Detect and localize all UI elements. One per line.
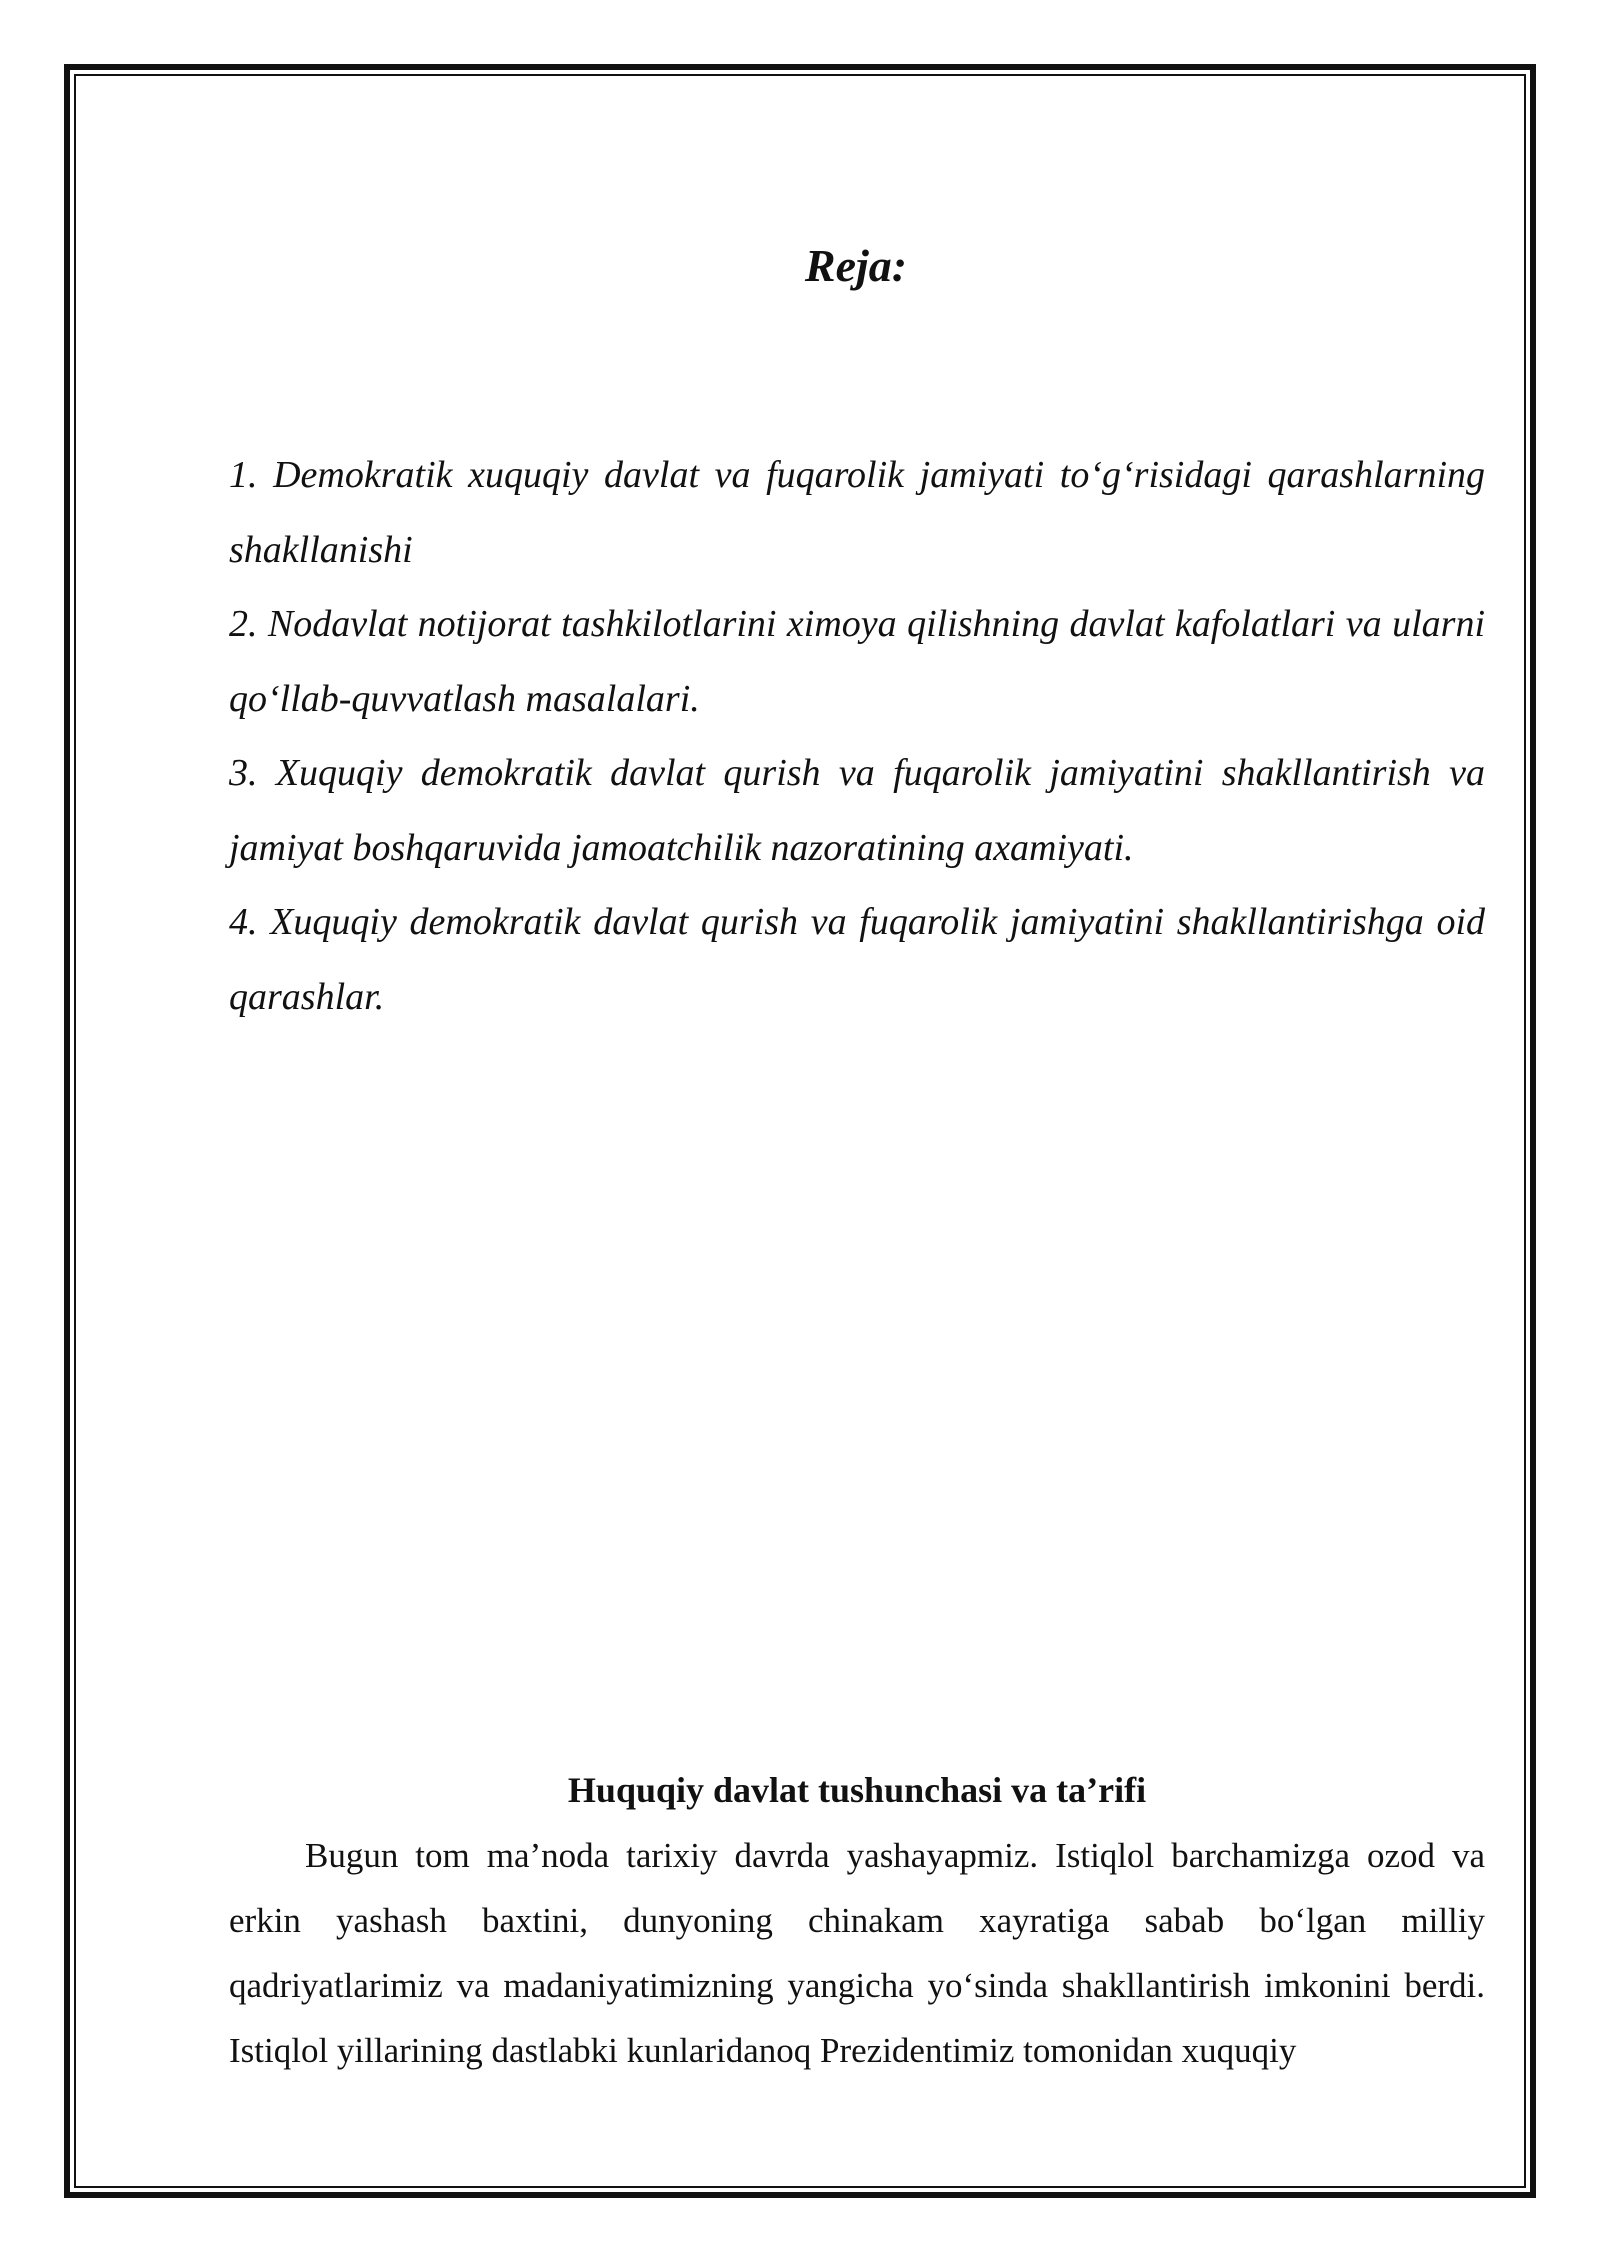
- plan-item-4: 4. Xuquqiy demokratik davlat qurish va fuqarolik jamiyatini shakllantirishga oid qarashlar.: [229, 901, 1485, 1018]
- section-heading: Huquqiy davlat tushunchasi va ta’rifi: [567, 1770, 1147, 1810]
- plan-item-1: 1. Demokratik xuquqiy davlat va fuqarolik jamiyati to‘g‘risidagi qarashlarning shakllanishi: [229, 454, 1485, 571]
- page-title: Reja:: [804, 240, 908, 291]
- body-paragraph: Bugun tom ma’noda tarixiy davrda yashayapmiz. Istiqlol barchamizga ozod va erkin yashash baxtini, dunyoning chinakam xayratiga sabab bo‘lgan milliy qadriyatlarimiz va madaniyatimizning yangicha yo‘sinda shakllantirish imkonini berdi. Istiqlol yillarining dastlabki kunlaridanoq Prezidentimiz tomonidan xuquqiy: [229, 1836, 1485, 2070]
- plan-item-3: 3. Xuquqiy demokratik davlat qurish va fuqarolik jamiyatini shakllantirish va jamiyat boshqaruvida jamoatchilik nazoratining axamiyati.: [229, 752, 1485, 869]
- plan-item-2: 2. Nodavlat notijorat tashkilotlarini ximoya qilishning davlat kafolatlari va ularni qo‘llab-quvvatlash masalalari.: [229, 603, 1485, 720]
- plan-list: [229, 438, 1485, 1034]
